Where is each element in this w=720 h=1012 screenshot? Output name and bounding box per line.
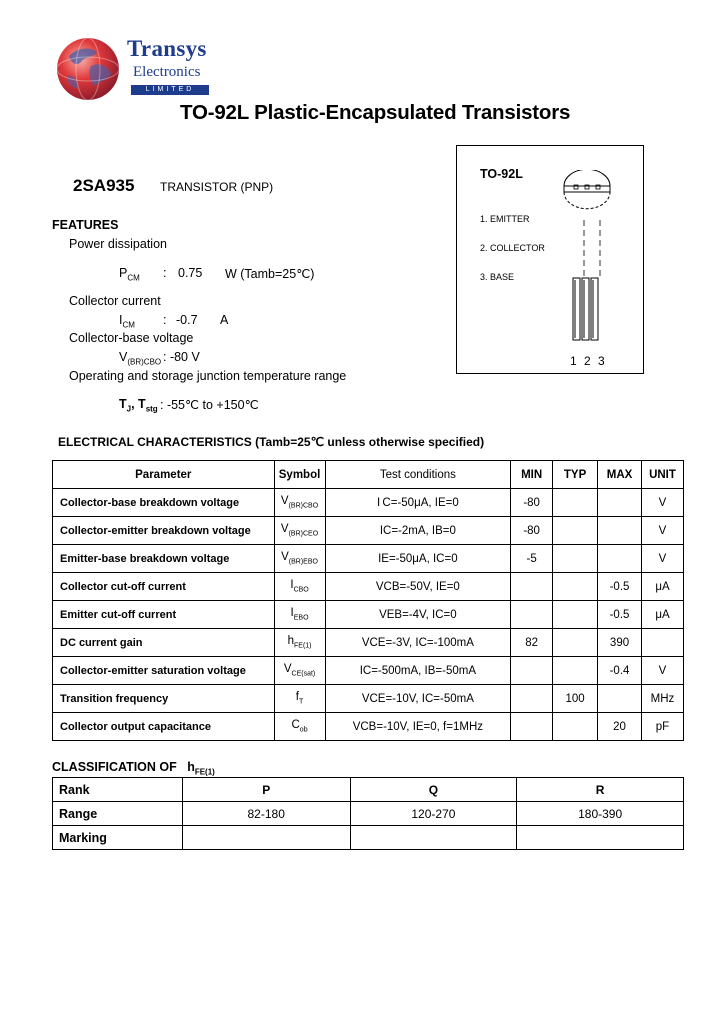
icm-unit: A xyxy=(220,313,229,327)
cb-voltage-label: Collector-base voltage xyxy=(69,331,194,345)
icm-value: -0.7 xyxy=(176,313,198,327)
header-parameter: Parameter xyxy=(53,461,275,489)
header-unit: UNIT xyxy=(641,461,683,489)
range-q: 120-270 xyxy=(350,802,517,826)
row-test: VEB=-4V, IC=0 xyxy=(325,601,511,629)
row-param: Collector-emitter breakdown voltage xyxy=(53,517,275,545)
row-symbol: $I_{CBO}$ xyxy=(274,573,325,601)
row-typ xyxy=(553,657,598,685)
table-row xyxy=(53,657,684,685)
row-min: -5 xyxy=(511,545,553,573)
row-typ xyxy=(553,573,598,601)
row-min: -80 xyxy=(511,489,553,517)
row-param: Collector-emitter saturation voltage xyxy=(53,657,275,685)
row-test: VCE=-10V, IC=-50mA xyxy=(325,685,511,713)
table-row xyxy=(53,778,684,802)
table-row xyxy=(53,685,684,713)
row-unit: μA xyxy=(641,573,683,601)
range-r: 180-390 xyxy=(517,802,684,826)
table-row xyxy=(53,601,684,629)
temp-range-label: Operating and storage junction temperature range xyxy=(69,369,347,383)
row-symbol: $C_{ob}$ xyxy=(274,713,325,741)
pin-label-collector: 2. COLLECTOR xyxy=(480,243,545,253)
row-unit: V xyxy=(641,517,683,545)
header-symbol: Symbol xyxy=(274,461,325,489)
row-param: Emitter-base breakdown voltage xyxy=(53,545,275,573)
tj-tstg-symbol: $T_J$, $T_{stg}$ xyxy=(119,397,158,414)
row-symbol: $V_{CE(sat)}$ xyxy=(274,657,325,685)
pin-label-emitter: 1. EMITTER xyxy=(480,214,530,224)
vcbo-value: : -80 V xyxy=(163,350,200,364)
row-min: 82 xyxy=(511,629,553,657)
pcm-colon: : xyxy=(163,266,167,280)
row-min: -80 xyxy=(511,517,553,545)
row-test: VCB=-50V, IE=0 xyxy=(325,573,511,601)
vcbo-symbol: $V_{(BR)CBO}$ xyxy=(119,350,162,367)
row-typ xyxy=(553,545,598,573)
row-max xyxy=(598,545,642,573)
row-symbol: $V_{(BR)CEO}$ xyxy=(274,517,325,545)
table-row xyxy=(53,489,684,517)
table-header-row xyxy=(53,461,684,489)
row-unit: MHz xyxy=(641,685,683,713)
row-typ xyxy=(553,601,598,629)
to92l-package-outline-icon xyxy=(552,170,622,350)
row-max xyxy=(598,489,642,517)
row-min xyxy=(511,657,553,685)
page-title: TO-92L Plastic-Encapsulated Transistors xyxy=(180,101,571,124)
pcm-unit: W (Tamb=25℃) xyxy=(225,267,315,281)
row-test: IC=-500mA, IB=-50mA xyxy=(325,657,511,685)
table-row xyxy=(53,517,684,545)
row-unit: V xyxy=(641,545,683,573)
header-max: MAX xyxy=(598,461,642,489)
row-typ xyxy=(553,489,598,517)
temp-range-value: : -55℃ to +150℃ xyxy=(160,398,259,412)
row-test: IE=-50μA, IC=0 xyxy=(325,545,511,573)
rank-p: P xyxy=(182,778,350,802)
marking-label: Marking xyxy=(53,826,183,850)
row-max xyxy=(598,517,642,545)
power-dissipation-label: Power dissipation xyxy=(69,237,167,251)
row-symbol: $f_T$ xyxy=(274,685,325,713)
header-typ: TYP xyxy=(553,461,598,489)
row-max: 20 xyxy=(598,713,642,741)
table-row xyxy=(53,573,684,601)
row-symbol: $h_{FE(1)}$ xyxy=(274,629,325,657)
row-unit xyxy=(641,629,683,657)
row-unit: V xyxy=(641,657,683,685)
icm-colon: : xyxy=(163,313,167,327)
icm-symbol: $I_{CM}$ xyxy=(119,313,135,330)
company-logo-globe-icon xyxy=(55,36,121,102)
header-test-conditions: Test conditions xyxy=(325,461,511,489)
part-type: TRANSISTOR (PNP) xyxy=(160,180,274,194)
row-min xyxy=(511,573,553,601)
pcm-symbol: $P_{CM}$ xyxy=(119,266,140,283)
row-symbol: $V_{(BR)CBO}$ xyxy=(274,489,325,517)
rank-label: Rank xyxy=(53,778,183,802)
rank-q: Q xyxy=(350,778,517,802)
row-symbol: $V_{(BR)EBO}$ xyxy=(274,545,325,573)
electrical-characteristics-table xyxy=(52,460,684,741)
row-test: I C=-50μA, IE=0 xyxy=(325,489,511,517)
company-subname: Electronics xyxy=(133,64,201,80)
row-test: VCE=-3V, IC=-100mA xyxy=(325,629,511,657)
package-name: TO-92L xyxy=(480,167,523,181)
row-param: Transition frequency xyxy=(53,685,275,713)
collector-current-label: Collector current xyxy=(69,294,161,308)
classification-heading: CLASSIFICATION OF $h_{FE(1)}$ xyxy=(52,760,215,777)
table-row xyxy=(53,713,684,741)
marking-p xyxy=(182,826,350,850)
row-max: 390 xyxy=(598,629,642,657)
row-unit: μA xyxy=(641,601,683,629)
row-min xyxy=(511,601,553,629)
row-param: Collector cut-off current xyxy=(53,573,275,601)
company-name: Transys xyxy=(127,36,207,61)
row-max: -0.4 xyxy=(598,657,642,685)
row-param: Emitter cut-off current xyxy=(53,601,275,629)
range-p: 82-180 xyxy=(182,802,350,826)
row-min xyxy=(511,685,553,713)
marking-r xyxy=(517,826,684,850)
part-number: 2SA935 xyxy=(73,176,135,195)
row-typ xyxy=(553,629,598,657)
table-row xyxy=(53,802,684,826)
table-row xyxy=(53,629,684,657)
header-min: MIN xyxy=(511,461,553,489)
row-param: Collector-base breakdown voltage xyxy=(53,489,275,517)
row-symbol: $I_{EBO}$ xyxy=(274,601,325,629)
row-param: Collector output capacitance xyxy=(53,713,275,741)
row-test: VCB=-10V, IE=0, f=1MHz xyxy=(325,713,511,741)
table-row xyxy=(53,826,684,850)
pin-numbers: 1 2 3 xyxy=(570,354,607,368)
row-test: IC=-2mA, IB=0 xyxy=(325,517,511,545)
row-param: DC current gain xyxy=(53,629,275,657)
table-row xyxy=(53,545,684,573)
classification-table xyxy=(52,777,684,850)
row-typ: 100 xyxy=(553,685,598,713)
company-suffix: LIMITED xyxy=(131,85,209,95)
pcm-value: 0.75 xyxy=(178,266,203,280)
marking-q xyxy=(350,826,517,850)
rank-r: R xyxy=(517,778,684,802)
features-heading: FEATURES xyxy=(52,218,119,232)
row-max xyxy=(598,685,642,713)
row-max: -0.5 xyxy=(598,601,642,629)
electrical-heading: ELECTRICAL CHARACTERISTICS (Tamb=25℃ unless otherwise specified) xyxy=(58,435,485,449)
pin-label-base: 3. BASE xyxy=(480,272,515,282)
range-label: Range xyxy=(53,802,183,826)
row-min xyxy=(511,713,553,741)
row-typ xyxy=(553,713,598,741)
row-max: -0.5 xyxy=(598,573,642,601)
row-typ xyxy=(553,517,598,545)
row-unit: V xyxy=(641,489,683,517)
row-unit: pF xyxy=(641,713,683,741)
